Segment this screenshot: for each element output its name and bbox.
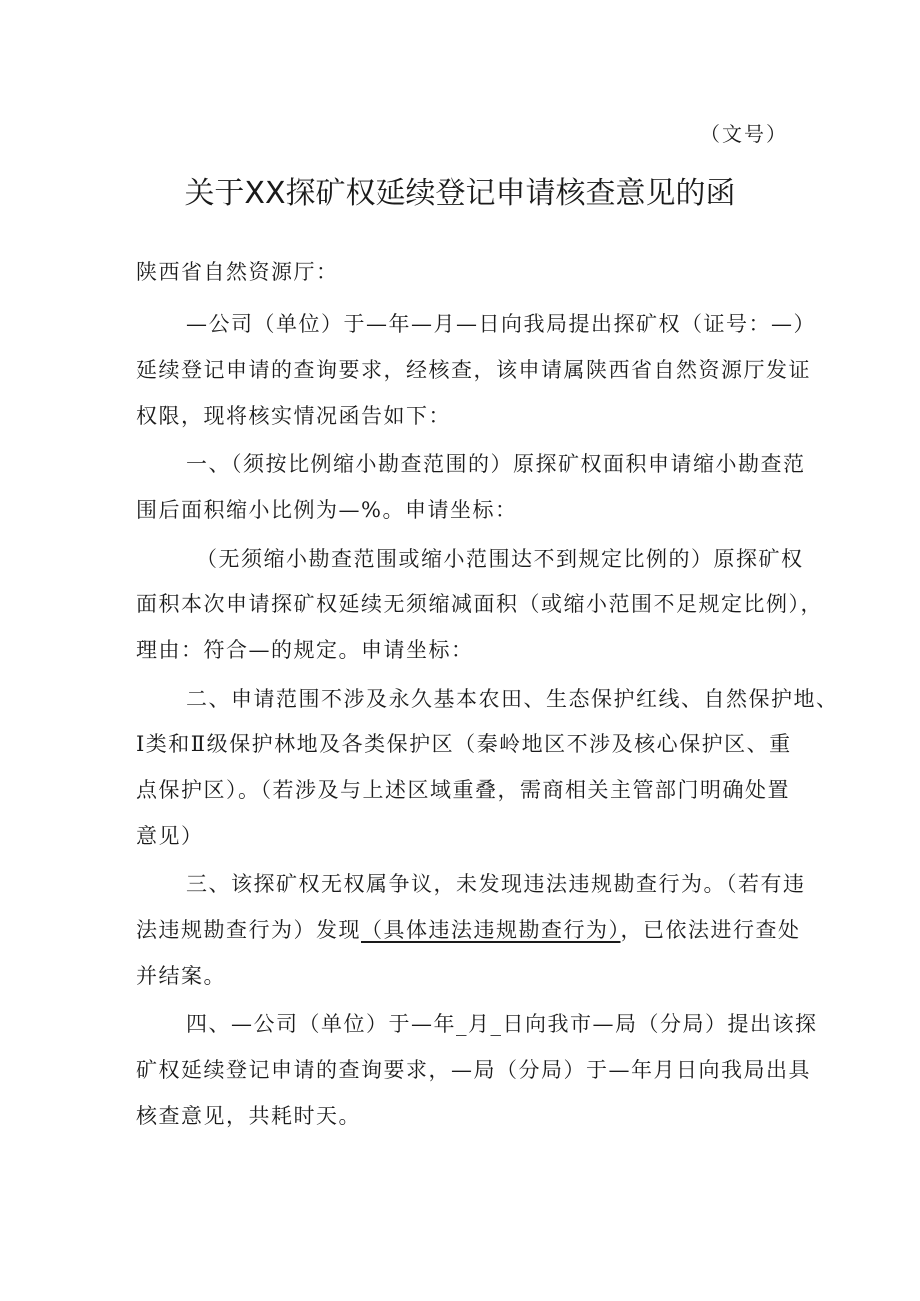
item3-underlined-text: （具体违法违规勘查行为） (361, 918, 621, 942)
item3-line-3: 并结案。 (136, 964, 226, 988)
item2-line-1: 二、申请范围不涉及永久基本农田、生态保护红线、自然保护地、 (186, 687, 839, 711)
addressee: 陕西省自然资源厅： (136, 260, 339, 284)
item4-line-1: 四、—公司（单位）于—年_月_日向我市—局（分局）提出该探 (186, 1012, 818, 1036)
item4-line-2: 矿权延续登记申请的查询要求，—局（分局）于—年月日向我局出具 (136, 1058, 811, 1082)
item2-line-2: Ⅰ类和Ⅱ级保护林地及各类保护区（秦岭地区不涉及核心保护区、重 (136, 732, 792, 756)
item3-line-1: 三、该探矿权无权属争议，未发现违法违规勘查行为。（若有违 (186, 872, 806, 896)
item1-alt-line-3: 理由：符合—的规定。申请坐标： (136, 638, 474, 662)
item1-alt-line-2: 面积本次申请探矿权延续无须缩减面积（或缩小范围不足规定比例）， (136, 592, 823, 616)
item4-line-3: 核查意见，共耗时天。 (136, 1104, 361, 1128)
intro-line-2: 延续登记申请的查询要求，经核查，该申请属陕西省自然资源厅发证 (136, 358, 811, 382)
item3-line-2-after: ，已依法进行查处 (620, 918, 801, 942)
item2-line-4: 意见） (136, 824, 204, 848)
item1-line-2: 围后面积缩小比例为—%。申请坐标： (136, 498, 518, 522)
intro-line-3: 权限，现将核实情况函告如下： (136, 404, 451, 428)
item3-line-2-before: 法违规勘查行为）发现 (136, 918, 361, 942)
item3-line-2 (136, 916, 801, 944)
item2-line-3: 点保护区）。（若涉及与上述区域重叠，需商相关主管部门明确处置 (136, 778, 790, 802)
item1-alt-line-1: （无须缩小勘查范围或缩小范围达不到规定比例的）原探矿权 (196, 547, 804, 571)
document-title: 关于XX探矿权延续登记申请核查意见的函 (184, 176, 736, 211)
item1-line-1: 一、（须按比例缩小勘查范围的）原探矿权面积申请缩小勘查范 (186, 452, 806, 476)
document-number: （文号） (700, 122, 788, 146)
intro-line-1: —公司（单位）于—年—月—日向我局提出探矿权（证号：—） (186, 312, 816, 336)
